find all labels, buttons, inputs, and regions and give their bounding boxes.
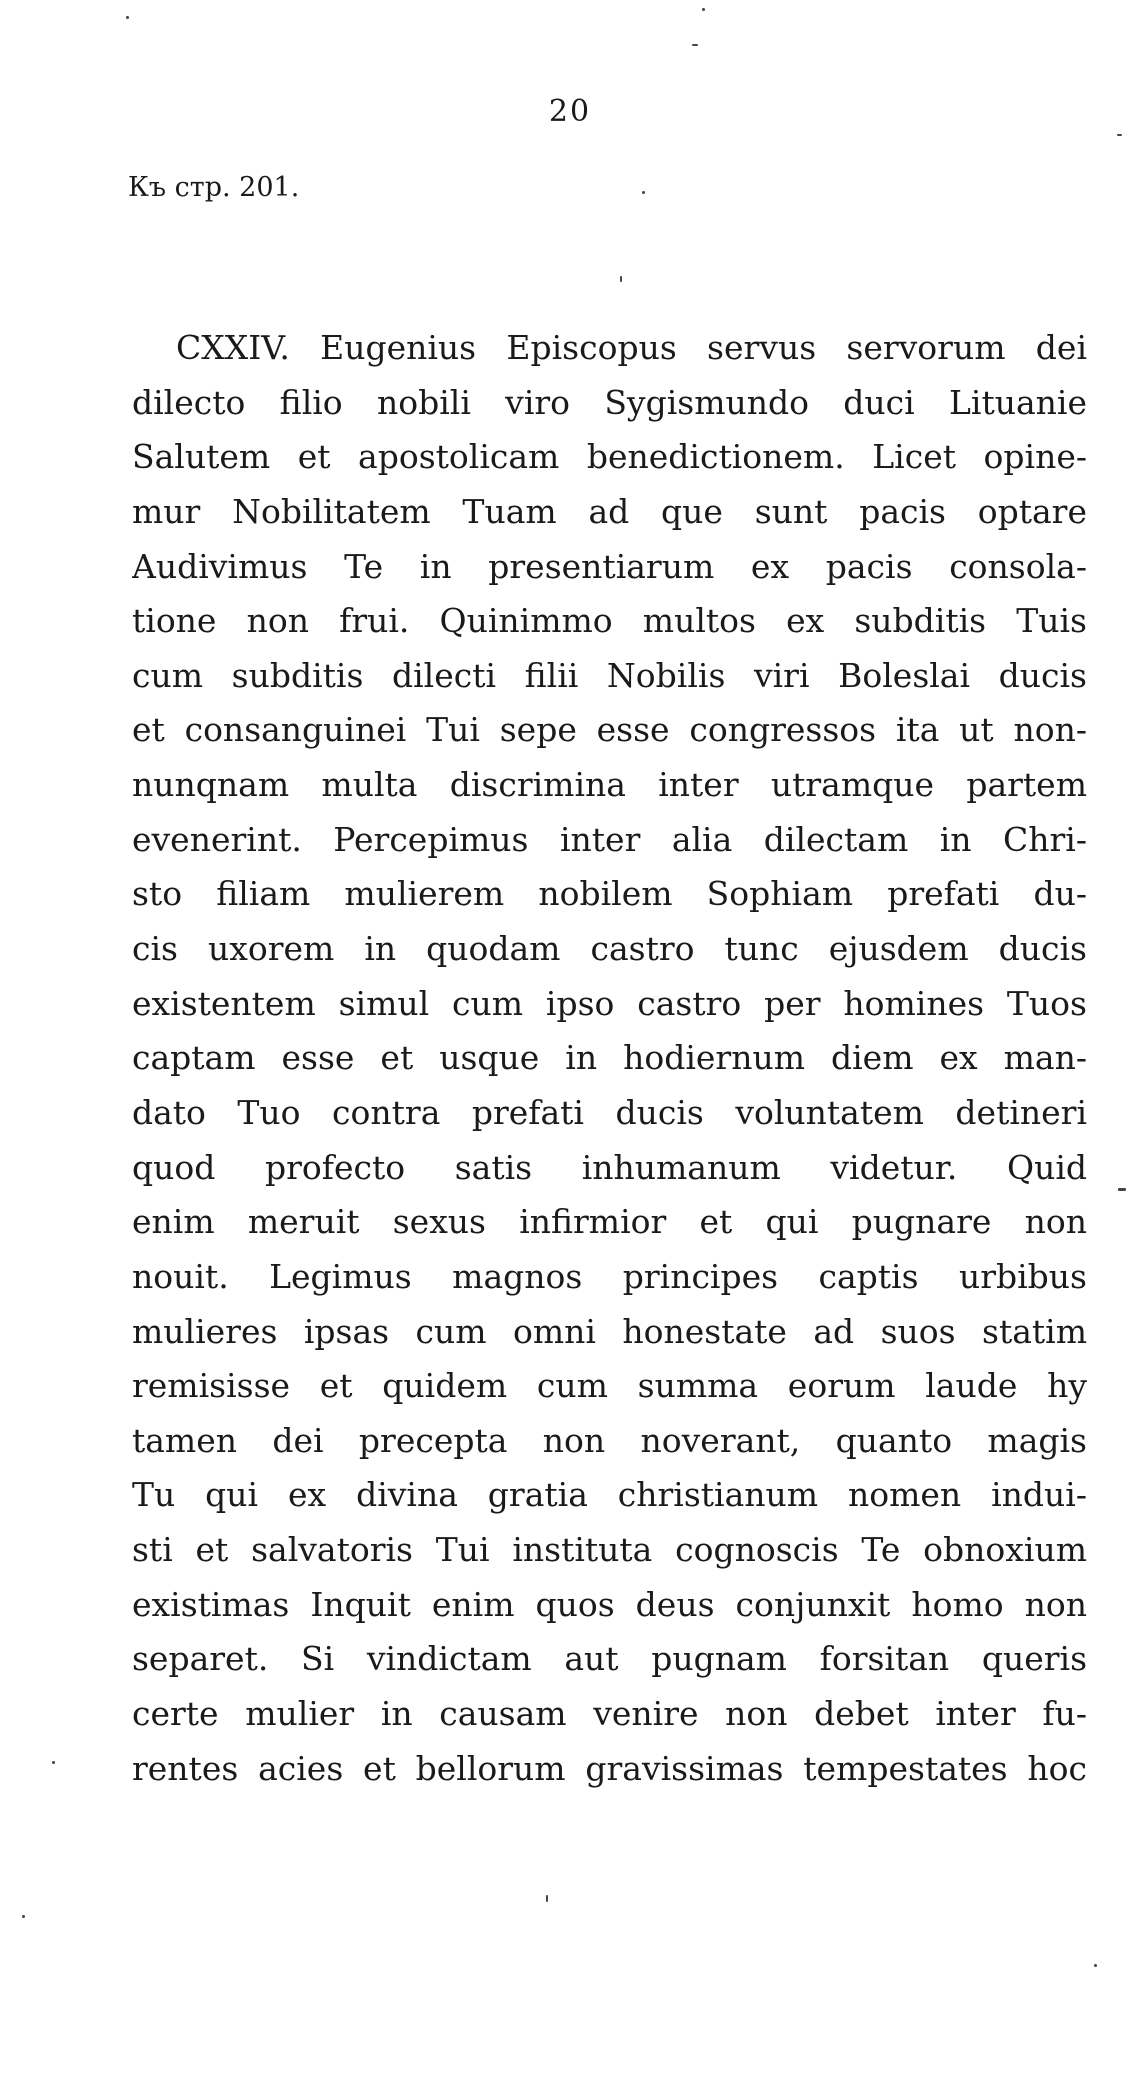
text-line: CXXIV. Eugenius Episcopus servus servorum dei [176, 328, 1087, 367]
text-line: certe mulier in causam venire non debet inter fu- [132, 1694, 1087, 1734]
text-line: sti et salvatoris Tui instituta cognoscis Te obnoxium [132, 1530, 1087, 1570]
text-line: Salutem et apostolicam benedictionem. Licet opine- [132, 437, 1087, 477]
text-line: sto filiam mulierem nobilem Sophiam prefati du- [132, 874, 1087, 914]
scan-speck [1117, 134, 1122, 136]
text-line: existimas Inquit enim quos deus conjunxit homo non [132, 1584, 1087, 1624]
text-line: dato Tuo contra prefati ducis voluntatem detineri [132, 1092, 1087, 1132]
scan-speck [546, 1895, 548, 1902]
text-line: mulieres ipsas cum omni honestate ad suos statim [132, 1311, 1087, 1351]
text-line: rentes acies et bellorum gravissimas tempestates hoc [132, 1748, 1087, 1788]
text-line: et consanguinei Tui sepe esse congressos ita ut non- [132, 710, 1087, 750]
scan-speck [642, 191, 645, 194]
text-line: nunqnam multa discrimina inter utramque partem [132, 765, 1087, 805]
text-line: remisisse et quidem cum summa eorum laude hy [132, 1366, 1087, 1406]
text-line: Tu qui ex divina gratia christianum nomen indui- [132, 1475, 1087, 1515]
scan-speck [620, 276, 622, 282]
document-body [132, 321, 1087, 1796]
scan-speck [52, 1761, 55, 1764]
scan-speck [692, 44, 698, 46]
scan-speck [702, 8, 705, 11]
scan-speck [1118, 1188, 1126, 1191]
text-line: tamen dei precepta non noverant, quanto magis [132, 1420, 1087, 1460]
page-number: 20 [548, 94, 592, 129]
text-line: quod profecto satis inhumanum videtur. Quid [132, 1147, 1087, 1187]
text-line: captam esse et usque in hodiernum diem ex man- [132, 1038, 1087, 1078]
text-line: tione non frui. Quinimmo multos ex subditis Tuis [132, 601, 1087, 641]
text-line: Audivimus Te in presentiarum ex pacis consola- [132, 546, 1087, 586]
text-line: separet. Si vindictam aut pugnam forsitan queris [132, 1639, 1087, 1679]
page-reference: Къ стр. 201. [128, 172, 300, 203]
text-line: existentem simul cum ipso castro per homines Tuos [132, 983, 1087, 1023]
text-line: cis uxorem in quodam castro tunc ejusdem ducis [132, 929, 1087, 969]
scan-speck [126, 16, 129, 19]
scan-speck [1094, 1964, 1097, 1967]
text-line: cum subditis dilecti filii Nobilis viri Boleslai ducis [132, 655, 1087, 695]
text-line: evenerint. Percepimus inter alia dilectam in Chri- [132, 819, 1087, 859]
text-line: mur Nobilitatem Tuam ad que sunt pacis optare [132, 491, 1087, 531]
text-line: enim meruit sexus infirmior et qui pugnare non [132, 1202, 1087, 1242]
text-line: nouit. Legimus magnos principes captis urbibus [132, 1256, 1087, 1296]
scan-speck [22, 1915, 25, 1918]
text-line: dilecto filio nobili viro Sygismundo duci Lituanie [132, 382, 1087, 422]
